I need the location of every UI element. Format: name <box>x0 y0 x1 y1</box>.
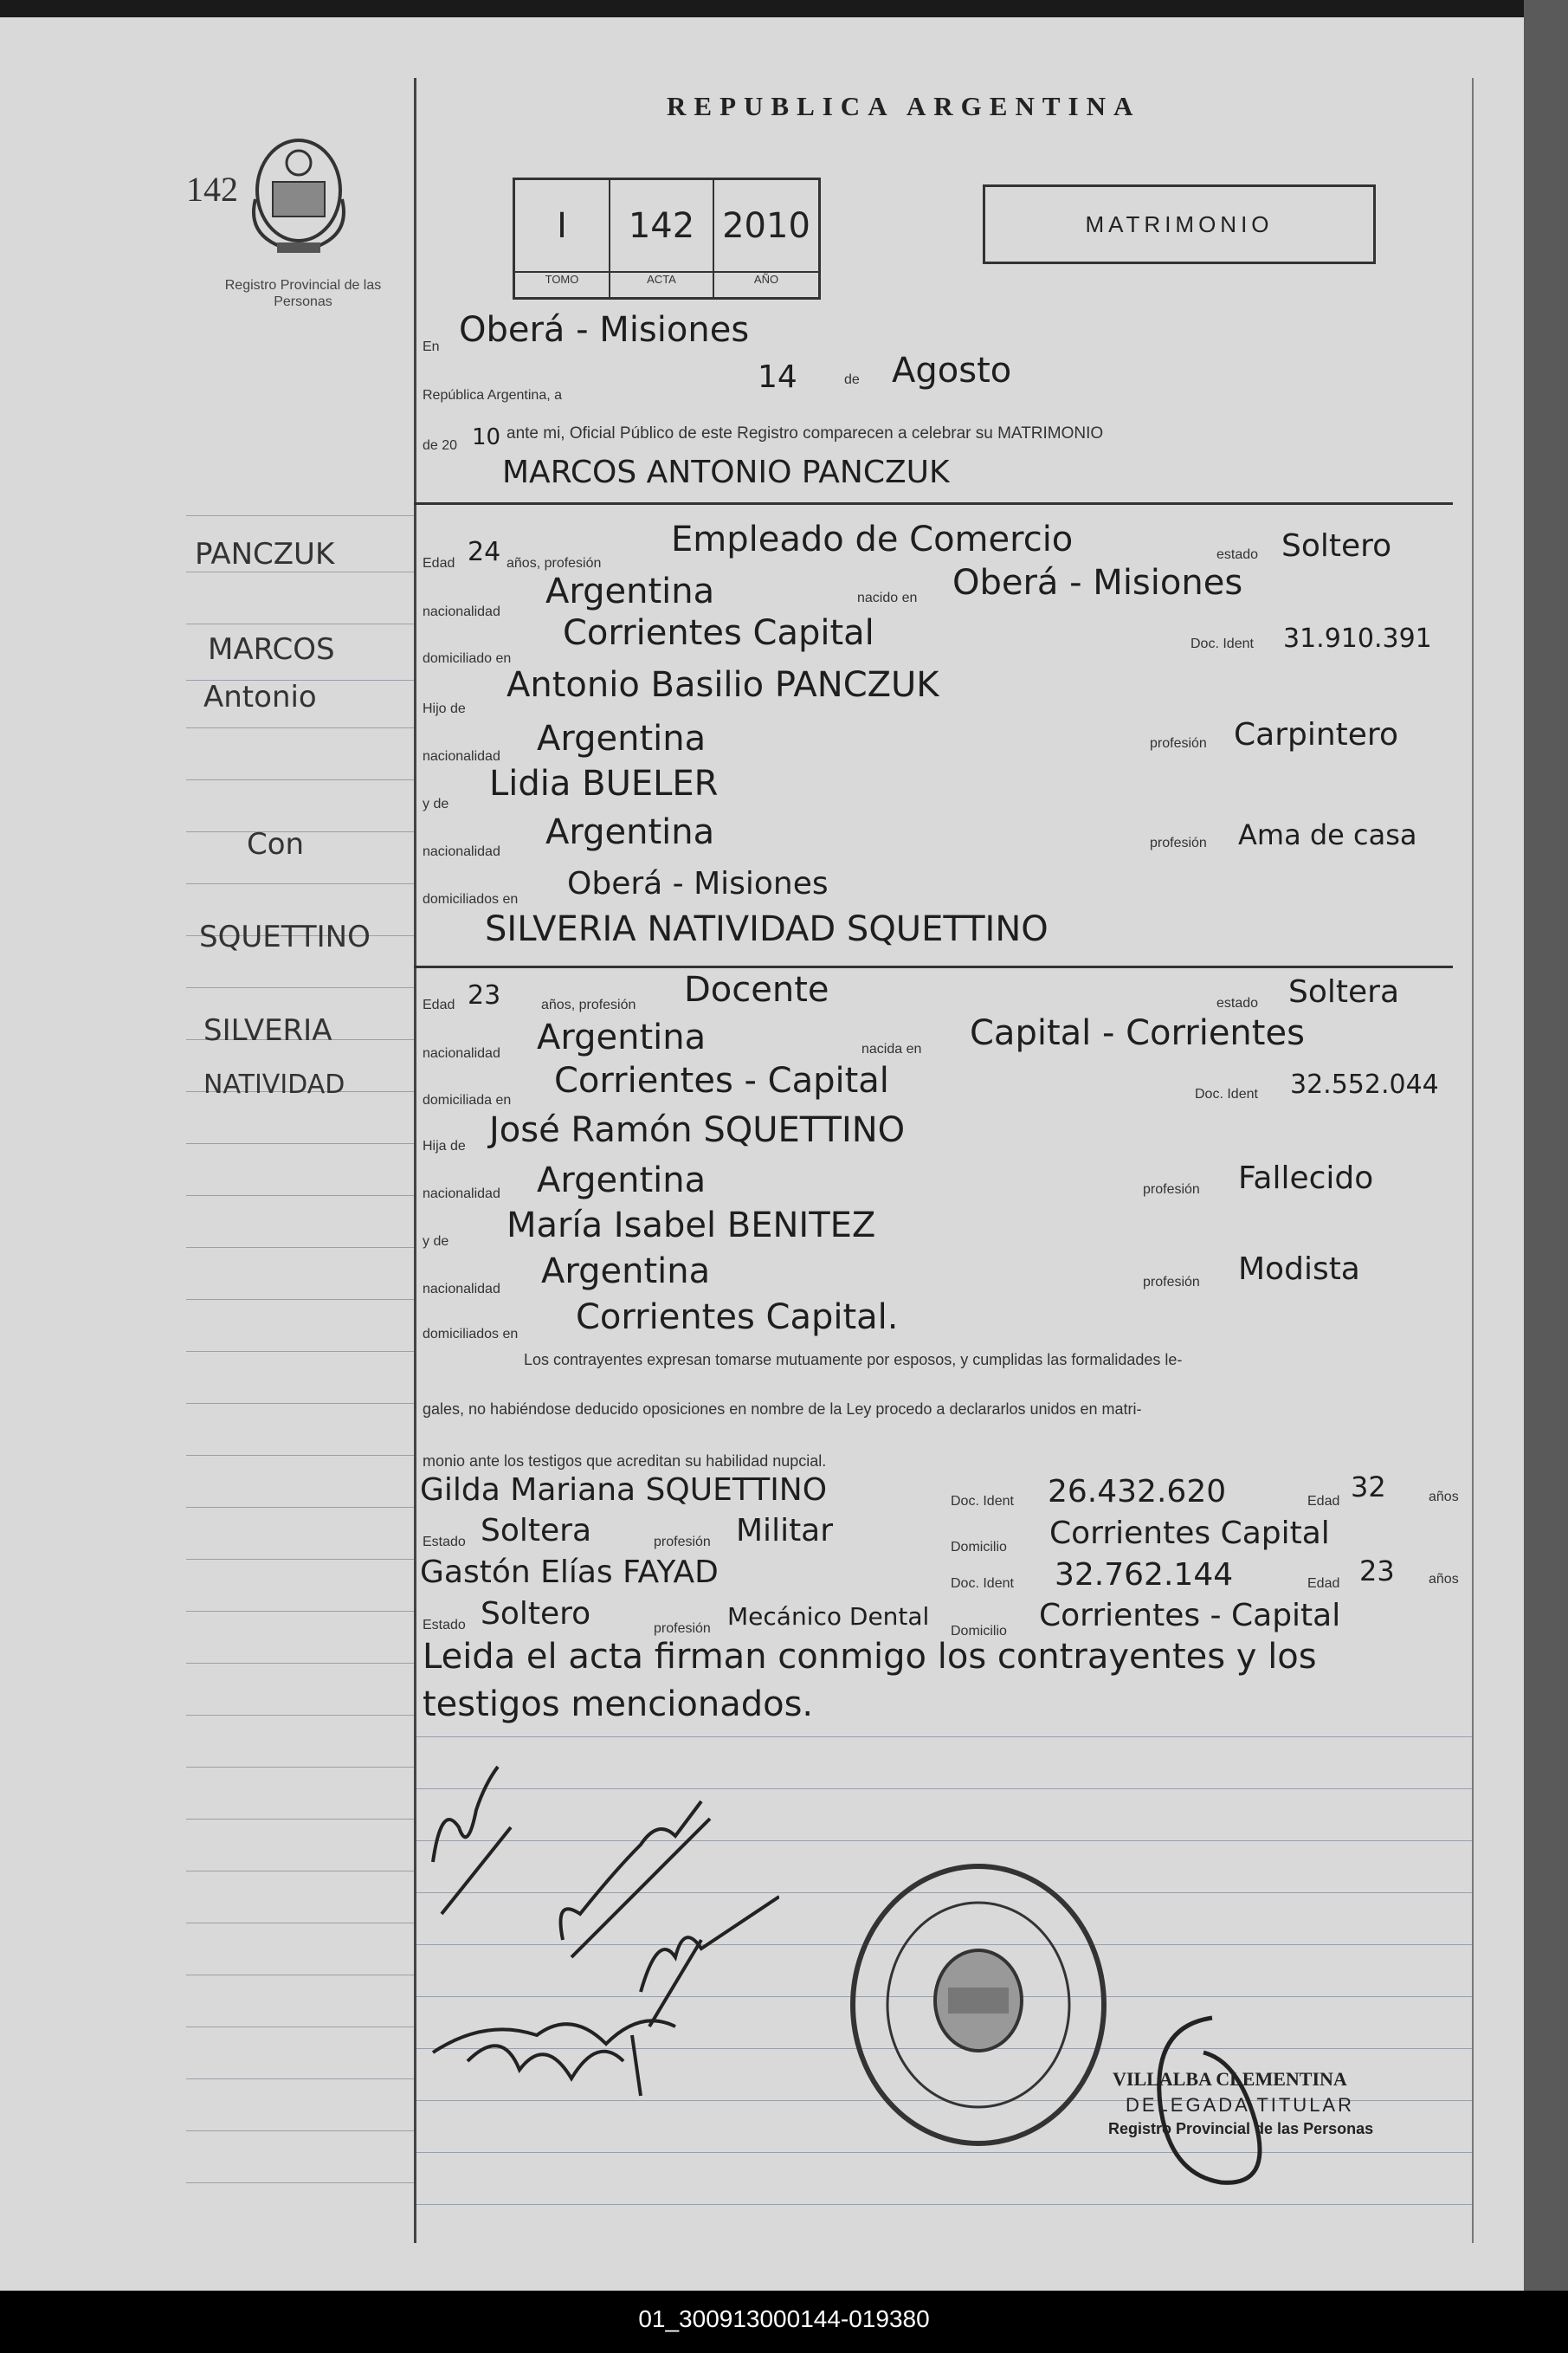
footer-image-id: 01_300913000144-019380 <box>638 2305 930 2332</box>
tomo-cell <box>515 180 610 297</box>
witness2-doc: 32.762.144 <box>1055 1557 1234 1593</box>
groom-edad: 24 <box>468 537 501 567</box>
bride-profesion: Docente <box>684 970 829 1010</box>
anio-cell <box>714 180 818 297</box>
section-divider <box>414 966 1453 968</box>
ruled-line <box>186 1299 414 1300</box>
doc-ident-label: Doc. Ident <box>951 1494 1014 1509</box>
margin-groom-surname: PANCZUK <box>195 537 335 572</box>
groom-domicilio: Corrientes Capital <box>563 613 874 653</box>
bride-nacida-en: Capital - Corrientes <box>970 1013 1305 1053</box>
nacionalidad-label: nacionalidad <box>423 604 500 619</box>
estado-label: Estado <box>423 1535 466 1549</box>
ruled-line <box>186 1767 414 1768</box>
witness1-domicilio: Corrientes Capital <box>1049 1516 1330 1551</box>
nacida-en-label: nacida en <box>861 1042 922 1057</box>
groom-doc: 31.910.391 <box>1283 624 1432 654</box>
bride-padre: José Ramón SQUETTINO <box>489 1110 906 1150</box>
witness1-name: Gilda Mariana SQUETTINO <box>420 1472 828 1508</box>
nacionalidad-label: nacionalidad <box>423 844 500 859</box>
ruled-line <box>186 883 414 884</box>
anios-label: años <box>1429 1490 1459 1504</box>
acta-label: ACTA <box>610 271 713 297</box>
ruled-line <box>186 1455 414 1456</box>
profesion-label: profesión <box>1150 836 1207 850</box>
edad-label: Edad <box>1307 1494 1340 1509</box>
domicilio-label: Domicilio <box>951 1624 1007 1639</box>
doc-ident-label: Doc. Ident <box>1195 1087 1258 1102</box>
ruled-line <box>186 1507 414 1508</box>
groom-estado: Soltero <box>1281 528 1392 564</box>
bride-full-name: SILVERIA NATIVIDAD SQUETTINO <box>485 909 1049 949</box>
anios-profesion-label: años, profesión <box>507 556 602 571</box>
groom-padre-profesion: Carpintero <box>1234 717 1398 753</box>
y-de-label: y de <box>423 1234 449 1249</box>
profesion-label: profesión <box>1143 1182 1200 1197</box>
doc-ident-label: Doc. Ident <box>951 1576 1014 1591</box>
bride-madre: María Isabel BENITEZ <box>507 1206 876 1245</box>
official-seal-icon <box>844 1858 1113 2152</box>
acta-cell <box>610 180 714 297</box>
margin-groom-name2: Antonio <box>203 680 317 714</box>
ruled-line <box>186 1663 414 1664</box>
ruled-line <box>414 2152 1472 2153</box>
register-page <box>0 17 1529 2291</box>
groom-padre: Antonio Basilio PANCZUK <box>507 665 939 705</box>
ruled-line <box>186 987 414 988</box>
margin-bride-name2: NATIVIDAD <box>203 1070 345 1100</box>
edad-label: Edad <box>1307 1576 1340 1591</box>
witness1-estado: Soltera <box>481 1513 592 1548</box>
tomo-label: TOMO <box>515 271 609 297</box>
witness2-edad: 23 <box>1359 1555 1395 1587</box>
registry-label: Registro Provincial de las Personas <box>224 278 382 309</box>
domiciliado-en-label: domiciliado en <box>423 651 512 666</box>
bride-domicilio: Corrientes - Capital <box>554 1061 889 1101</box>
stamp-official-title: DELEGADA TITULAR <box>1126 2094 1354 2116</box>
bride-estado: Soltera <box>1288 974 1400 1010</box>
profesion-label: profesión <box>1143 1275 1200 1290</box>
groom-nacido-en: Oberá - Misiones <box>952 563 1243 603</box>
estado-label: Estado <box>423 1618 466 1632</box>
closing-line-1: Leida el acta firman conmigo los contrayentes y los <box>423 1637 1317 1677</box>
nacionalidad-label: nacionalidad <box>423 749 500 764</box>
doc-ident-label: Doc. Ident <box>1191 637 1254 651</box>
witness2-profesion: Mecánico Dental <box>727 1602 930 1631</box>
profesion-label: profesión <box>654 1535 711 1549</box>
ruled-line <box>186 1247 414 1248</box>
republica-label: República Argentina, a <box>423 388 562 403</box>
stamp-registry: Registro Provincial de las Personas <box>1108 2120 1374 2137</box>
anios-profesion-label: años, profesión <box>541 998 636 1012</box>
ruled-line <box>186 1403 414 1404</box>
country-heading: REPUBLICA ARGENTINA <box>667 91 1141 121</box>
witness1-doc: 26.432.620 <box>1048 1474 1227 1509</box>
anios-label: años <box>1429 1572 1459 1587</box>
bride-edad: 23 <box>468 980 501 1011</box>
ruled-line <box>186 1351 414 1352</box>
ruled-line <box>186 1559 414 1560</box>
ruled-line <box>414 1736 1472 1737</box>
edad-label: Edad <box>423 556 455 571</box>
section-divider <box>414 502 1453 505</box>
ruled-line <box>186 2078 414 2079</box>
margin-bride-name1: SILVERIA <box>203 1013 332 1048</box>
hija-de-label: Hija de <box>423 1139 466 1154</box>
margin-con: Con <box>247 827 305 862</box>
groom-padres-domicilio: Oberá - Misiones <box>567 866 829 902</box>
ruled-line <box>186 2182 414 2183</box>
groom-nacionalidad: Argentina <box>545 572 715 611</box>
anio-label: AÑO <box>714 271 818 297</box>
page-number: 142 <box>186 170 238 209</box>
witness2-name: Gastón Elías FAYAD <box>420 1555 719 1590</box>
legal-line-2: gales, no habiéndose deducido oposiciones en nombre de la Ley procedo a declararlos unidos en matri- <box>423 1400 1142 1418</box>
groom-full-name: MARCOS ANTONIO PANCZUK <box>502 455 950 490</box>
tomo-value: I <box>557 206 567 246</box>
groom-padre-nacionalidad: Argentina <box>537 719 707 759</box>
ruled-line <box>186 2130 414 2131</box>
anio-value: 2010 <box>722 206 810 246</box>
groom-madre-profesion: Ama de casa <box>1238 818 1417 851</box>
domicilio-label: Domicilio <box>951 1540 1007 1555</box>
nacionalidad-label: nacionalidad <box>423 1186 500 1201</box>
ruled-line <box>186 1611 414 1612</box>
groom-madre-nacionalidad: Argentina <box>545 812 715 852</box>
groom-madre: Lidia BUELER <box>489 764 719 804</box>
bride-padre-nacionalidad: Argentina <box>537 1160 707 1200</box>
acta-value: 142 <box>628 206 695 246</box>
bride-nacionalidad: Argentina <box>537 1018 707 1057</box>
witness2-estado: Soltero <box>481 1596 591 1632</box>
stamp-official-name: VILLALBA CLEMENTINA <box>1113 2068 1347 2090</box>
nacionalidad-label: nacionalidad <box>423 1282 500 1296</box>
ruled-line <box>414 2204 1472 2205</box>
year-suffix: 10 <box>472 424 501 450</box>
domiciliados-en-label: domiciliados en <box>423 1327 519 1341</box>
ruled-line <box>186 779 414 780</box>
domiciliados-en-label: domiciliados en <box>423 892 519 907</box>
day: 14 <box>758 359 797 395</box>
bride-padre-profesion: Fallecido <box>1238 1160 1374 1196</box>
domiciliada-en-label: domiciliada en <box>423 1093 512 1108</box>
bride-madre-profesion: Modista <box>1238 1251 1360 1287</box>
witness1-edad: 32 <box>1351 1471 1386 1503</box>
ruled-line <box>186 1819 414 1820</box>
bride-padres-domicilio: Corrientes Capital. <box>576 1297 899 1337</box>
ruled-line <box>186 1715 414 1716</box>
witness1-profesion: Militar <box>736 1513 834 1548</box>
ruled-line <box>186 1143 414 1144</box>
nacido-en-label: nacido en <box>857 591 918 605</box>
place: Oberá - Misiones <box>459 310 750 350</box>
estado-label: estado <box>1216 547 1259 562</box>
ruled-line <box>186 515 414 516</box>
profesion-label: profesión <box>1150 736 1207 751</box>
record-reference-box <box>513 178 821 300</box>
ruled-line <box>186 727 414 728</box>
record-type-box: MATRIMONIO <box>983 184 1376 264</box>
right-border <box>1472 78 1474 2243</box>
ante-text: ante mi, Oficial Público de este Registro comparecen a celebrar su MATRIMONIO <box>507 424 1104 443</box>
legal-line-3: monio ante los testigos que acreditan su habilidad nupcial. <box>423 1452 827 1470</box>
month: Agosto <box>892 351 1012 391</box>
estado-label: estado <box>1216 996 1259 1011</box>
margin-groom-name1: MARCOS <box>208 632 335 667</box>
de-label: de <box>844 372 860 387</box>
signatures-icon <box>416 1749 779 2113</box>
bride-doc: 32.552.044 <box>1290 1070 1439 1100</box>
ruled-line <box>186 1195 414 1196</box>
nacionalidad-label: nacionalidad <box>423 1046 500 1061</box>
year-prefix: de 20 <box>423 438 458 453</box>
book-edge <box>1524 0 1568 2304</box>
coat-of-arms-icon <box>247 130 351 260</box>
y-de-label: y de <box>423 797 449 811</box>
en-label: En <box>423 339 440 354</box>
bride-madre-nacionalidad: Argentina <box>541 1251 711 1291</box>
witness2-domicilio: Corrientes - Capital <box>1039 1598 1341 1633</box>
edad-label: Edad <box>423 998 455 1012</box>
margin-bride-surname: SQUETTINO <box>199 920 371 954</box>
legal-line-1: Los contrayentes expresan tomarse mutuamente por esposos, y cumplidas las formalidades le- <box>524 1351 1183 1368</box>
groom-profesion: Empleado de Comercio <box>671 520 1074 559</box>
closing-line-2: testigos mencionados. <box>423 1684 814 1724</box>
profesion-label: profesión <box>654 1621 711 1636</box>
hijo-de-label: Hijo de <box>423 701 466 716</box>
